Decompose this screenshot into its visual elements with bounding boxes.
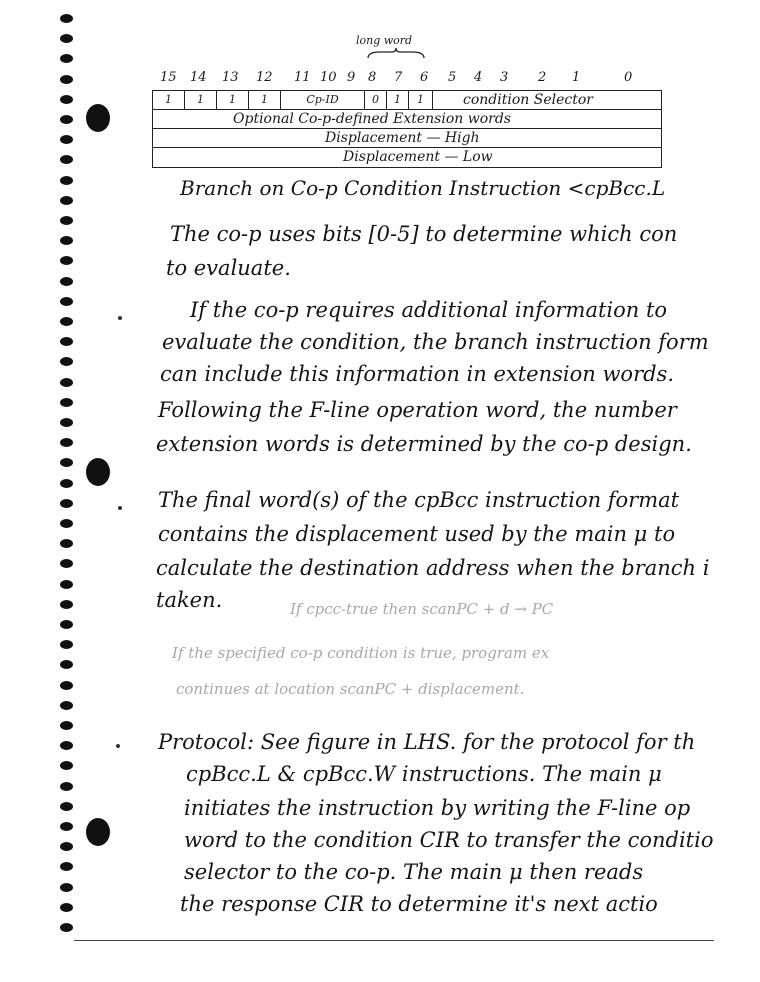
spiral-hole [60,458,73,467]
spiral-hole [60,640,73,649]
bit-number: 6 [420,70,429,85]
spiral-hole [60,559,73,568]
spiral-hole [60,54,73,63]
bullet-point [118,316,122,320]
bit-number: 3 [500,70,509,85]
bit-number: 13 [222,70,239,85]
spiral-hole [60,155,73,164]
text-line: evaluate the condition, the branch instruction form [162,330,709,354]
text-line: The final word(s) of the cpBcc instruction format [158,488,680,512]
spiral-hole [60,701,73,710]
text-line: selector to the co-p. The main μ then reads [184,860,644,884]
displacement-high-row [153,129,661,148]
punch-hole-middle [86,458,110,486]
spiral-hole [60,115,73,124]
extension-row [153,110,661,129]
text-line: Following the F-line operation word, the number [158,398,677,422]
bit-cell: 1 [185,91,217,109]
bit-number: 11 [294,70,311,85]
spiral-hole [60,378,73,387]
spiral-hole [60,297,73,306]
bit-number: 10 [320,70,337,85]
bit-number: 8 [368,70,377,85]
spiral-hole [60,438,73,447]
spiral-hole [60,761,73,770]
spiral-hole [60,883,73,892]
bit-number: 1 [572,70,581,85]
spiral-hole [60,741,73,750]
text-line: The co-p uses bits [0-5] to determine which con [170,222,678,246]
text-line: extension words is determined by the co-p design. [156,432,692,456]
bit-number: 0 [624,70,633,85]
condition-selector-field: condition Selector [463,92,593,108]
spiral-hole [60,681,73,690]
bit-cell: 0 [365,91,387,109]
spiral-hole [60,256,73,265]
spiral-hole [60,277,73,286]
spiral-hole [60,862,73,871]
bit-cell: 1 [217,91,249,109]
displacement-low-row [153,148,661,167]
spiral-hole [60,236,73,245]
bit-number: 15 [160,70,177,85]
spiral-hole [60,499,73,508]
text-line: Protocol: See figure in LHS. for the protocol for th [158,730,696,754]
extension-words-field: Optional Co-p-defined Extension words [233,111,511,127]
text-line: the response CIR to determine it's next actio [180,892,658,916]
faint-note: continues at location scanPC + displacement. [176,680,525,698]
spiral-hole [60,600,73,609]
spiral-hole [60,34,73,43]
text-line: contains the displacement used by the main μ to [158,522,676,546]
punch-hole-bottom [86,818,110,846]
displacement-low-field: Displacement — Low [343,149,493,165]
bit-cell: 1 [409,91,433,109]
punch-hole-top [86,104,110,132]
spiral-hole [60,923,73,932]
spiral-hole [60,782,73,791]
bit-cell: 1 [249,91,281,109]
spiral-hole [60,721,73,730]
faint-note: If cpcc-true then scanPC + d → PC [290,600,554,618]
spiral-hole [60,539,73,548]
bit-cell: 1 [153,91,185,109]
text-line: to evaluate. [166,256,291,280]
spiral-hole [60,337,73,346]
spiral-hole [60,135,73,144]
spiral-hole [60,418,73,427]
bullet-point [116,744,120,748]
faint-note: If the specified co-p condition is true, program ex [172,644,550,662]
spiral-hole [60,822,73,831]
page-bottom-edge [74,940,714,941]
bit-cell: 1 [387,91,409,109]
bit-number: 2 [538,70,547,85]
displacement-high-field: Displacement — High [325,130,480,146]
spiral-hole [60,903,73,912]
spiral-hole [60,357,73,366]
spiral-hole [60,620,73,629]
spiral-hole [60,479,73,488]
text-line: initiates the instruction by writing the F-line op [184,796,691,820]
text-line: If the co-p requires additional information to [190,298,668,322]
text-line: can include this information in extension words. [160,362,674,386]
section-heading: Branch on Co-p Condition Instruction <cpBcc.L [180,176,666,200]
bit-number: 14 [190,70,207,85]
text-line: calculate the destination address when the branch i [156,556,710,580]
spiral-hole [60,842,73,851]
bit-number: 12 [256,70,273,85]
bit-number: 9 [347,70,356,85]
text-line: cpBcc.L & cpBcc.W instructions. The main μ [186,762,662,786]
spiral-hole [60,660,73,669]
bit-number: 5 [448,70,457,85]
longword-brace [366,48,426,60]
spiral-hole [60,14,73,23]
cp-id-field: Cp-ID [281,91,365,109]
spiral-hole [60,398,73,407]
opword-row [153,91,661,110]
text-line: taken. [156,588,223,612]
longword-label: long word [356,34,413,47]
spiral-hole [60,802,73,811]
spiral-hole [60,196,73,205]
instruction-format-diagram [152,90,662,168]
bit-number: 7 [394,70,403,85]
text-line: word to the condition CIR to transfer the conditio [184,828,714,852]
spiral-hole [60,176,73,185]
spiral-hole [60,580,73,589]
spiral-binding [60,14,76,944]
bit-number: 4 [474,70,483,85]
spiral-hole [60,216,73,225]
spiral-hole [60,519,73,528]
spiral-hole [60,95,73,104]
spiral-hole [60,75,73,84]
bullet-point [118,506,122,510]
spiral-hole [60,317,73,326]
